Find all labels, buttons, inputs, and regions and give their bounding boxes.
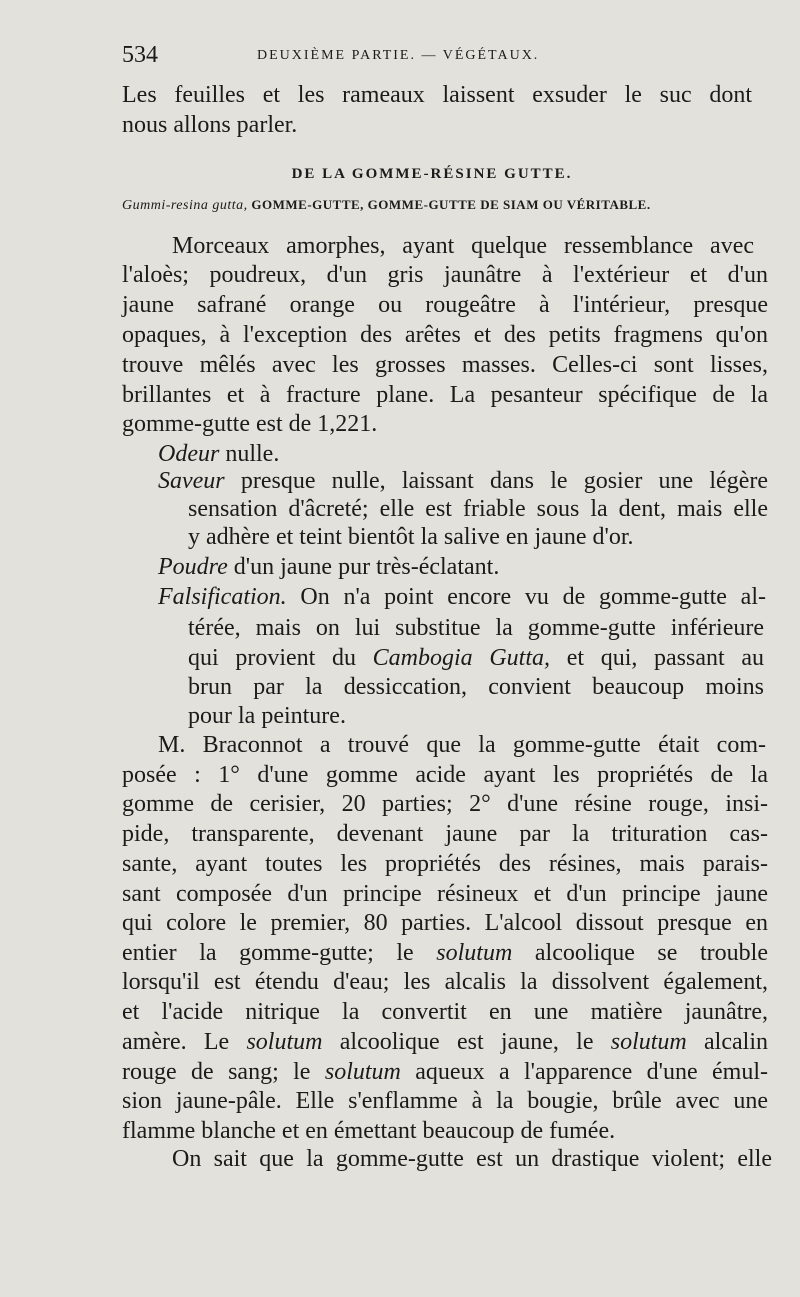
analysis-line: sion jaune-pâle. Elle s'enflamme à la bougie, brûle avec une	[122, 1088, 768, 1114]
analysis-line: posée : 1° d'une gomme acide ayant les propriétés de la	[122, 762, 768, 788]
property-label: Saveur	[158, 468, 225, 494]
property-label: Falsification.	[158, 584, 287, 610]
property-poudre: Poudre d'un jaune pur très-éclatant.	[158, 554, 500, 580]
analysis-line: et l'acide nitrique la convertit en une matière jaunâtre,	[122, 999, 768, 1025]
synonyms-line	[122, 197, 756, 214]
latin-name: Gummi-resina gutta,	[122, 198, 248, 213]
synonyms: GOMME-GUTTE, GOMME-GUTTE DE SIAM OU VÉRITABLE.	[247, 197, 651, 212]
property-falsification: Falsification. On n'a point encore vu de gomme-gutte al-	[158, 584, 766, 610]
property-label: Odeur	[158, 441, 220, 467]
section-title: DE LA GOMME-RÉSINE GUTTE.	[291, 166, 573, 182]
intro-line: nous allons parler.	[122, 112, 298, 138]
property-text: térée, mais on lui substitue la gomme-gutte inférieure	[188, 615, 764, 641]
property-text: y adhère et teint bientôt la salive en jaune d'or.	[188, 524, 634, 550]
analysis-line: rouge de sang; le solutum aqueux a l'apparence d'une émul-	[122, 1059, 768, 1085]
property-text: qui provient du Cambogia Gutta, et qui, passant au	[188, 645, 765, 671]
analysis-line: gomme de cerisier, 20 parties; 2° d'une résine rouge, insi-	[122, 791, 768, 817]
description-line: Morceaux amorphes, ayant quelque ressemblance avec	[172, 233, 754, 259]
description-line: gomme-gutte est de 1,221.	[122, 411, 378, 437]
analysis-line: sante, ayant toutes les propriétés des résines, mais parais-	[122, 851, 768, 877]
description-line: opaques, à l'exception des arêtes et des petits fragmens qu'on	[122, 322, 768, 348]
description-line: l'aloès; poudreux, d'un gris jaunâtre à l'extérieur et d'un	[122, 262, 768, 288]
closing-line: On sait que la gomme-gutte est un drastique violent; elle	[172, 1146, 772, 1172]
property-text: sensation d'âcreté; elle est friable sous la dent, mais elle	[188, 496, 768, 522]
analysis-line: pide, transparente, devenant jaune par la trituration cas-	[122, 821, 768, 847]
property-saveur: Saveur presque nulle, laissant dans le gosier une légère	[158, 468, 768, 494]
running-header	[122, 42, 642, 69]
property-odeur: Odeur nulle.	[158, 441, 280, 467]
description-line: jaune safrané orange ou rougeâtre à l'intérieur, presque	[122, 292, 768, 318]
analysis-line: amère. Le solutum alcoolique est jaune, le solutum alcalin	[122, 1029, 768, 1055]
intro-line: Les feuilles et les rameaux laissent exsuder le suc dont	[122, 82, 752, 108]
property-text: pour la peinture.	[188, 703, 346, 729]
description-line: brillantes et à fracture plane. La pesanteur spécifique de la	[122, 382, 768, 408]
running-title: DEUXIÈME PARTIE. — VÉGÉTAUX.	[257, 48, 540, 63]
analysis-line: qui colore le premier, 80 parties. L'alcool dissout presque en	[122, 910, 768, 936]
property-text: brun par la dessiccation, convient beaucoup moins	[188, 674, 764, 700]
analysis-line: flamme blanche et en émettant beaucoup de fumée.	[122, 1118, 616, 1144]
analysis-line: entier la gomme-gutte; le solutum alcoolique se trouble	[122, 940, 768, 966]
page-number: 534	[122, 42, 158, 68]
description-line: trouve mêlés avec les grosses masses. Celles-ci sont lisses,	[122, 352, 768, 378]
analysis-line: M. Braconnot a trouvé que la gomme-gutte était com-	[158, 732, 766, 758]
property-label: Poudre	[158, 554, 228, 580]
analysis-line: sant composée d'un principe résineux et d'un principe jaune	[122, 881, 768, 907]
analysis-line: lorsqu'il est étendu d'eau; les alcalis la dissolvent également,	[122, 969, 768, 995]
